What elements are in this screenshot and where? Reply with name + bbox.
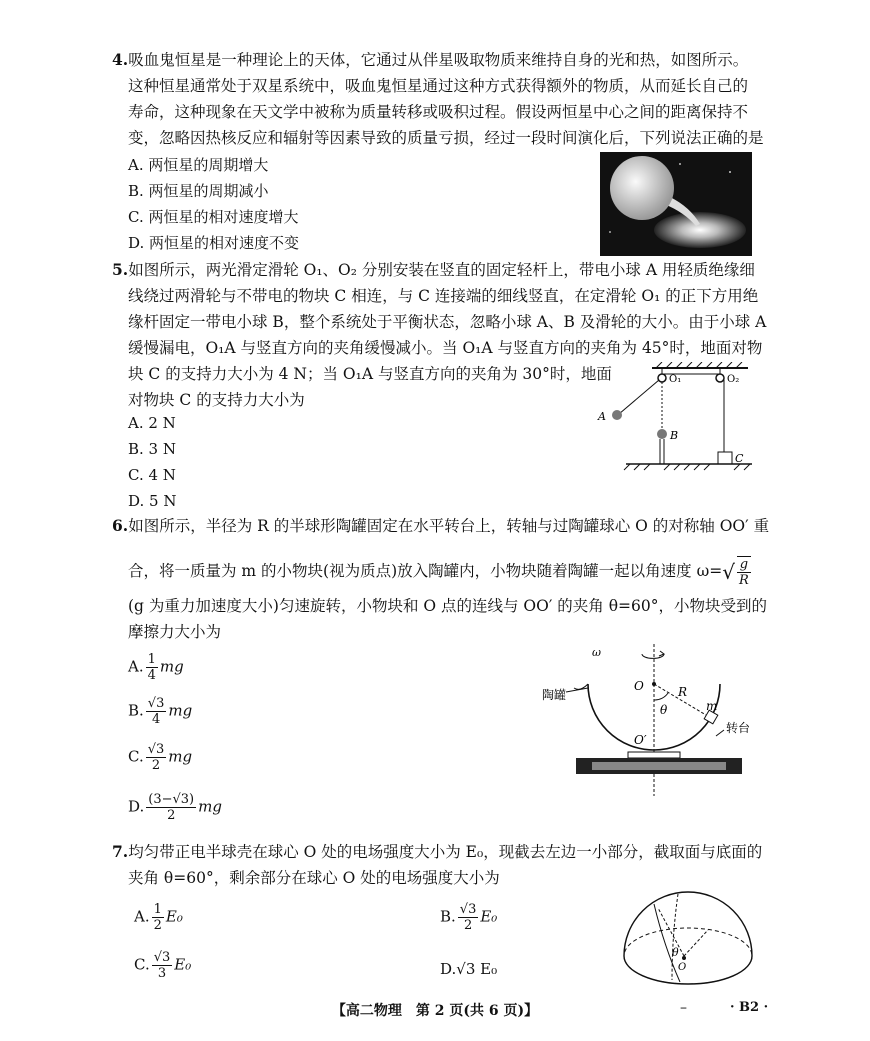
page-footer: 【高二物理 第 2 页(共 6 页)】 xyxy=(331,1003,539,1019)
label-b: B xyxy=(670,429,679,442)
q6-line-4: 摩擦力大小为 xyxy=(128,623,222,641)
q5-option-d: D. 5 N xyxy=(128,492,177,510)
hemisphere-shell-diagram xyxy=(618,886,758,990)
q5-line-5: 块 C 的支持力大小为 4 N；当 O₁A 与竖直方向的夹角为 30°时，地面 xyxy=(128,365,612,383)
label-o1: O₁ xyxy=(669,374,682,385)
label-oprime: O′ xyxy=(634,733,647,747)
label-c: C xyxy=(735,452,744,465)
label-jar: 陶罐 xyxy=(542,688,567,702)
label-m: m xyxy=(706,699,718,713)
q4-line-2: 这种恒星通常处于双星系统中，吸血鬼恒星通过这种方式获得额外的物质，从而延长自己的 xyxy=(128,77,749,95)
pulley-diagram xyxy=(596,362,756,474)
q4-line-1: 4.吸血鬼恒星是一种理论上的天体，它通过从伴星吸取物质来维持自身的光和热，如图所示。 xyxy=(112,50,749,69)
label-r: R xyxy=(678,685,688,699)
label-o: O xyxy=(678,962,687,973)
ball-a xyxy=(612,410,622,420)
pulley-o1 xyxy=(658,374,666,382)
label-theta: θ xyxy=(660,703,668,717)
q6-line-1: 6.如图所示，半径为 R 的半球形陶罐固定在水平转台上，转轴与过陶罐球心 O 的对称轴 OO′ 重 xyxy=(112,516,770,535)
q5-option-b: B. 3 N xyxy=(128,440,176,458)
q7-option-b: B. $\frac{√3}{2}$ E₀ xyxy=(440,902,498,933)
q6-option-b: B. $\frac{√3}{4}$ mg xyxy=(128,696,193,727)
q6-line-2: 合，将一质量为 m 的小物块(视为质点)放入陶罐内，小物块随着陶罐一起以角速度 ω=√ $\frac{g}{R}$ xyxy=(128,557,749,588)
q5-line-2: 线绕过两滑轮与不带电的物块 C 相连，与 C 连接端的细线竖直，在定滑轮 O₁ 的正下方用绝 xyxy=(128,287,759,305)
q5-option-a: A. 2 N xyxy=(128,414,176,432)
q4-option-b: B. 两恒星的周期减小 xyxy=(128,182,269,200)
q6-line-3: (g 为重力加速度大小)匀速旋转，小物块和 O 点的连线与 OO′ 的夹角 θ=60°，小物块受到的 xyxy=(128,597,768,615)
q4-line-3: 寿命，这种现象在天文学中被称为质量转移或吸积过程。假设两恒星中心之间的距离保持不 xyxy=(128,103,749,121)
label-omega: ω xyxy=(592,646,601,659)
ball-b xyxy=(657,429,667,439)
q7-line-1: 7.均匀带正电半球壳在球心 O 处的电场强度大小为 E₀，现截去左边一小部分，截取面与底面的 xyxy=(112,842,763,861)
q5-option-c: C. 4 N xyxy=(128,466,176,484)
q5-line-1: 5.如图所示，两光滑定滑轮 O₁、O₂ 分别安装在竖直的固定轻杆上，带电小球 A 用轻质绝缘细 xyxy=(112,260,755,279)
center-o xyxy=(682,956,686,960)
ceramic-jar-diagram xyxy=(536,640,756,796)
label-theta: θ xyxy=(672,946,679,959)
q4-option-c: C. 两恒星的相对速度增大 xyxy=(128,208,299,226)
q6-option-c: C. $\frac{√3}{2}$ mg xyxy=(128,742,193,773)
q4-line-4: 变，忽略因热核反应和辐射等因素导致的质量亏损，经过一段时间演化后，下列说法正确的是 xyxy=(128,129,764,147)
q5-line-3: 缘杆固定一带电小球 B，整个系统处于平衡状态，忽略小球 A、B 及滑轮的大小。由于小球 A xyxy=(128,313,767,331)
q5-line-6: 对物块 C 的支持力大小为 xyxy=(128,391,305,409)
label-o: O xyxy=(634,679,644,693)
q4-option-a: A. 两恒星的周期增大 xyxy=(128,156,269,174)
q5-line-4: 缓慢漏电，O₁A 与竖直方向的夹角缓慢减小。当 O₁A 与竖直方向的夹角为 45°时，地面对物 xyxy=(128,339,763,357)
q7-option-d: D.√3 E₀ xyxy=(440,960,498,978)
label-a: A xyxy=(598,410,606,423)
vampire-star-image xyxy=(600,152,752,256)
footer-dash: – xyxy=(680,1000,687,1016)
q7-option-a: A. $\frac{1}{2}$ E₀ xyxy=(134,902,183,933)
page-code: · B2 · xyxy=(730,1000,769,1015)
q6-option-d: D. $\frac{(3-√3)}{2}$ mg xyxy=(128,792,222,823)
label-o2: O₂ xyxy=(727,374,740,385)
label-turntable: 转台 xyxy=(726,721,751,735)
q4-option-d: D. 两恒星的相对速度不变 xyxy=(128,234,300,252)
block-c xyxy=(718,452,732,464)
q6-option-a: A. $\frac{1}{4}$ mg xyxy=(128,652,184,683)
q7-option-c: C. $\frac{√3}{3}$ E₀ xyxy=(134,950,192,981)
pulley-o2 xyxy=(716,374,724,382)
q7-line-2: 夹角 θ=60°，剩余部分在球心 O 处的电场强度大小为 xyxy=(128,869,500,887)
